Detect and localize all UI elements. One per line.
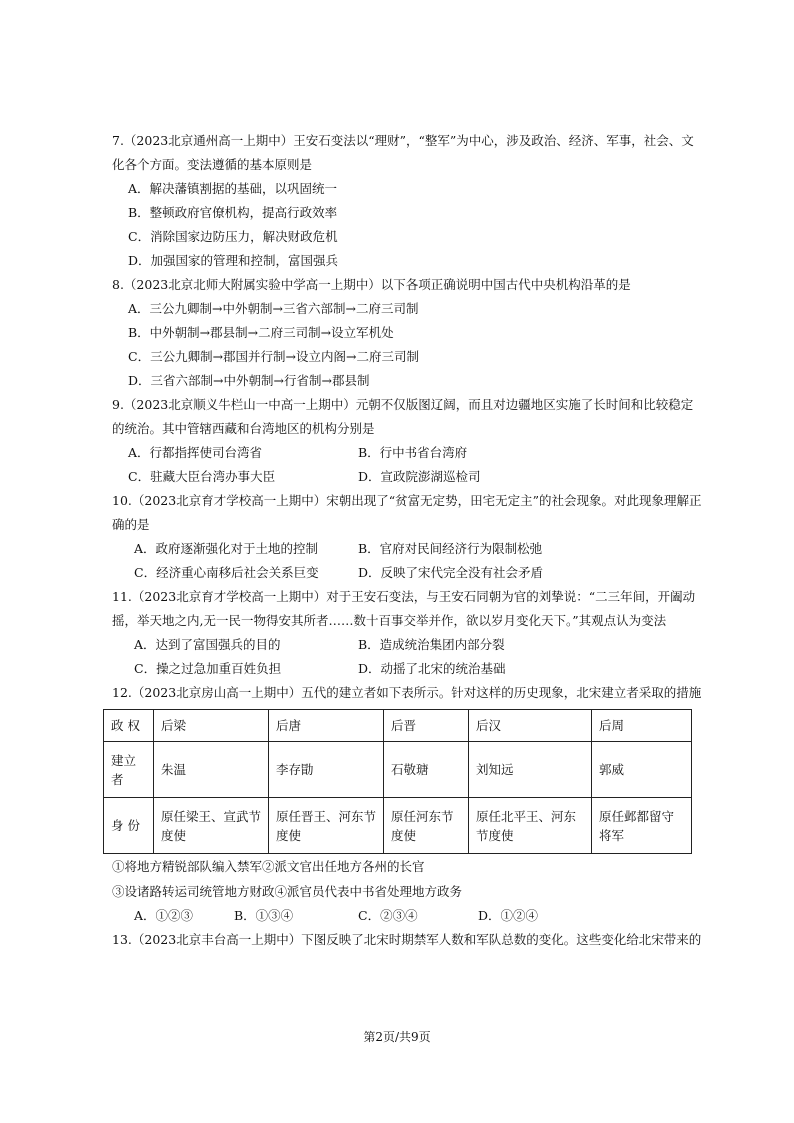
q9-stem-line1: 9.（2023北京顺义牛栏山一中高一上期中）元朝不仅版图辽阔，而且对边疆地区实施了长时间和比较稳定: [112, 397, 694, 412]
q12-note-2: ③设诸路转运司统管地方财政④派官员代表中书省处理地方政务: [112, 884, 463, 899]
q11-option-c: C．操之过急加重百姓负担: [134, 661, 282, 676]
q7-option-c: C．消除国家边防压力，解决财政危机: [128, 229, 338, 244]
q7-option-b: B．整顿政府官僚机构，提高行政效率: [128, 205, 338, 220]
q8-option-d: D．三省六部制→中外朝制→行省制→郡县制: [128, 373, 370, 388]
q10-stem-line2: 确的是: [112, 517, 150, 532]
q9-option-d: D．宣政院澎湖巡检司: [358, 469, 481, 484]
table-cell-dynasty: 后梁: [154, 710, 269, 742]
q8-stem-line1: 8.（2023北京北师大附属实验中学高一上期中）以下各项正确说明中国古代中央机构沿革的是: [112, 277, 631, 292]
table-cell-founder: 刘知远: [469, 742, 592, 798]
table-identity-label: 身 份: [104, 798, 154, 854]
q11-stem-line2: 摇，举天地之内,无一民一物得安其所者……数十百事交举并作，欲以岁月变化天下。”其观点认为变法: [112, 613, 667, 628]
table-row-identity: [104, 798, 692, 854]
five-dynasties-table: [103, 709, 692, 854]
q12-stem-line1: 12.（2023北京房山高一上期中）五代的建立者如下表所示。针对这样的历史现象，北宋建立者采取的措施: [112, 685, 702, 700]
table-cell-dynasty: 后周: [592, 710, 692, 742]
q8-option-a: A．三公九卿制→中外朝制→三省六部制→二府三司制: [128, 301, 419, 316]
table-cell-dynasty: 后汉: [469, 710, 592, 742]
q10-option-c: C．经济重心南移后社会关系巨变: [134, 565, 319, 580]
q12-option-d: D．①②④: [478, 908, 539, 923]
table-cell-dynasty: 后唐: [269, 710, 384, 742]
table-cell-founder: 郭威: [592, 742, 692, 798]
q12-note-1: ①将地方精锐部队编入禁军②派文官出任地方各州的长官: [112, 859, 425, 874]
table-row-founder: [104, 742, 692, 798]
q11-option-d: D．动摇了北宋的统治基础: [358, 661, 506, 676]
q10-stem-line1: 10.（2023北京育才学校高一上期中）宋朝出现了“贫富无定势，田宅无定主”的社会现象。对此现象理解正: [112, 493, 702, 508]
table-cell-identity: 原任北平王、河东节度使: [469, 798, 592, 854]
table-cell-founder: 李存勖: [269, 742, 384, 798]
q13-stem-line1: 13.（2023北京丰台高一上期中）下图反映了北宋时期禁军人数和军队总数的变化。这些变化给北宋带来的: [112, 932, 702, 947]
q9-option-b: B．行中书省台湾府: [358, 445, 468, 460]
table-cell-identity: 原任邺都留守将军: [592, 798, 692, 854]
q12-option-b: B．①③④: [234, 908, 294, 923]
q10-option-b: B．官府对民间经济行为限制松弛: [358, 541, 543, 556]
table-header-label: 政 权: [104, 710, 154, 742]
q10-option-d: D．反映了宋代完全没有社会矛盾: [358, 565, 544, 580]
q12-option-c: C．②③④: [358, 908, 418, 923]
table-cell-identity: 原任梁王、宣武节度使: [154, 798, 269, 854]
table-cell-identity: 原任晋王、河东节度使: [269, 798, 384, 854]
q8-option-c: C．三公九卿制→郡国并行制→设立内阁→二府三司制: [128, 349, 419, 364]
page-footer: 第2页/共9页: [363, 1030, 431, 1044]
q7-stem-line2: 化各个方面。变法遵循的基本原则是: [112, 157, 313, 172]
q12-option-a: A．①②③: [134, 908, 194, 923]
q11-option-b: B．造成统治集团内部分裂: [358, 637, 505, 652]
table-row-dynasty: [104, 710, 692, 742]
q9-stem-line2: 的统治。其中管辖西藏和台湾地区的机构分别是: [112, 421, 375, 436]
table-cell-founder: 石敬瑭: [384, 742, 469, 798]
q7-option-d: D．加强国家的管理和控制，富国强兵: [128, 253, 339, 268]
q9-option-c: C．驻藏大臣台湾办事大臣: [128, 469, 276, 484]
q10-option-a: A．政府逐渐强化对于土地的控制: [134, 541, 319, 556]
q8-option-b: B．中外朝制→郡县制→二府三司制→设立军机处: [128, 325, 394, 340]
q9-option-a: A．行都指挥使司台湾省: [128, 445, 263, 460]
table-cell-founder: 朱温: [154, 742, 269, 798]
table-cell-dynasty: 后晋: [384, 710, 469, 742]
q11-option-a: A．达到了富国强兵的目的: [134, 637, 281, 652]
q11-stem-line1: 11.（2023北京育才学校高一上期中）对于王安石变法，与王安石同朝为官的刘挚说：“二三年间，开阖动: [112, 589, 696, 604]
table-founder-label: 建立者: [104, 742, 154, 798]
q7-option-a: A．解决藩镇割据的基础，以巩固统一: [128, 181, 338, 196]
q7-stem-line1: 7.（2023北京通州高一上期中）王安石变法以“理财”，“整军”为中心，涉及政治、经济、军事，社会、文: [112, 133, 694, 148]
table-cell-identity: 原任河东节度使: [384, 798, 469, 854]
